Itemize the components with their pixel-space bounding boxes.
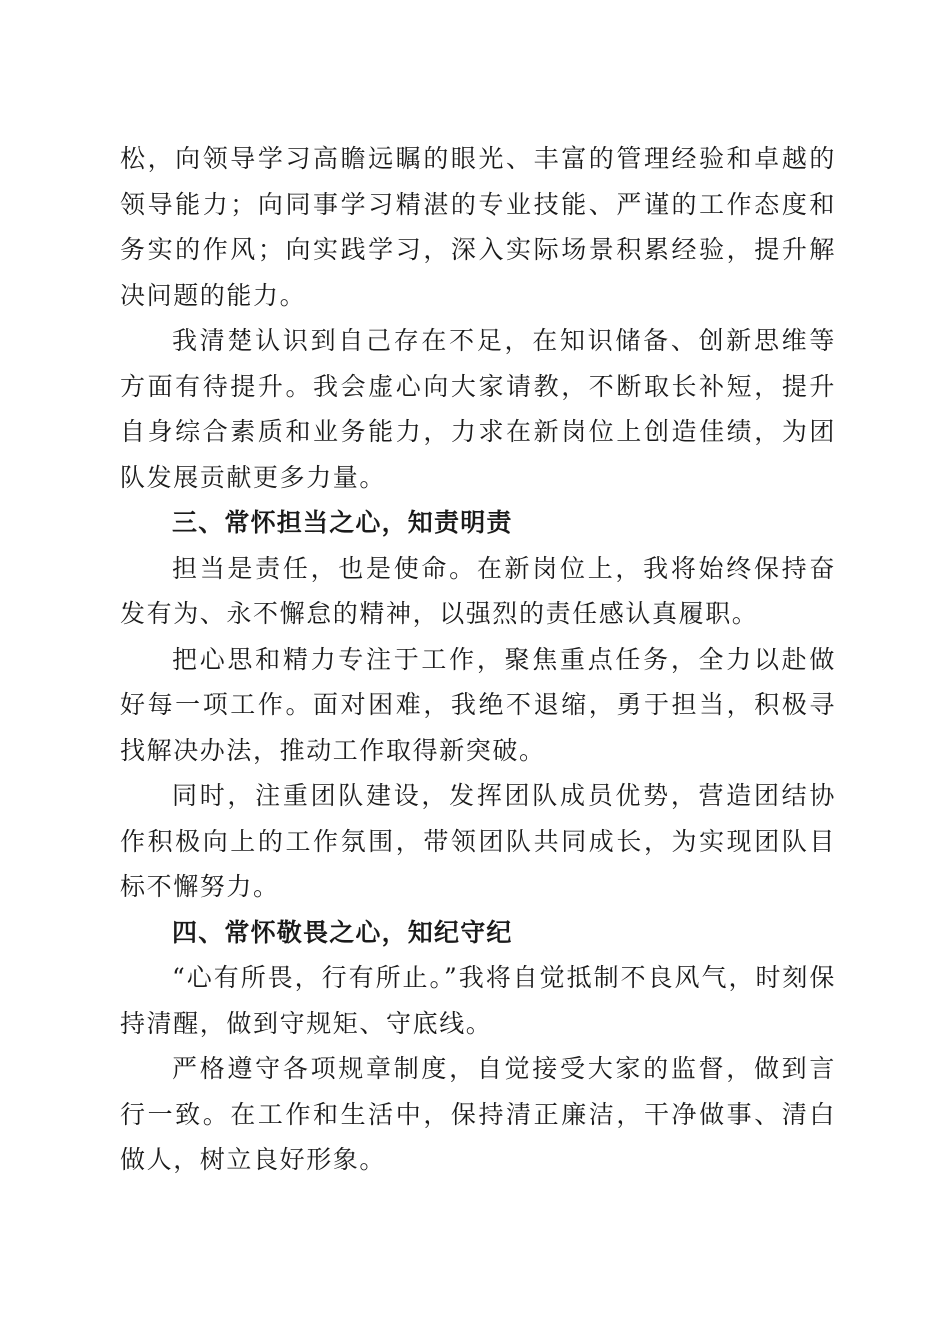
paragraph-self-improvement: 我清楚认识到自己存在不足，在知识储备、创新思维等方面有待提升。我会虚心向大家请教，不断取长补短，提升自身综合素质和业务能力，力求在新岗位上创造佳绩，为团队发展贡献更多力量。: [120, 326, 836, 492]
paragraph-continuation: 松，向领导学习高瞻远瞩的眼光、丰富的管理经验和卓越的领导能力；向同事学习精湛的专业技能、严谨的工作态度和务实的作风；向实践学习，深入实际场景积累经验，提升解决问题的能力。: [120, 144, 836, 310]
paragraph-team-building: 同时，注重团队建设，发挥团队成员优势，营造团结协作积极向上的工作氛围，带领团队共同成长，为实现团队目标不懈努力。: [120, 781, 836, 901]
section-heading-discipline: 四、常怀敬畏之心，知纪守纪: [172, 917, 513, 947]
paragraph-discipline-intro: “心有所畏，行有所止。”我将自觉抵制不良风气，时刻保持清醒，做到守规矩、守底线。: [120, 963, 836, 1038]
document-page: [120, 136, 836, 1183]
paragraph-responsibility-intro: 担当是责任，也是使命。在新岗位上，我将始终保持奋发有为、永不懈怠的精神，以强烈的责任感认真履职。: [120, 553, 836, 628]
section-heading-responsibility: 三、常怀担当之心，知责明责: [172, 508, 513, 537]
paragraph-rules-compliance: 严格遵守各项规章制度，自觉接受大家的监督，做到言行一致。在工作和生活中，保持清正廉洁，干净做事、清白做人，树立良好形象。: [120, 1054, 836, 1174]
paragraph-focus-work: 把心思和精力专注于工作，聚焦重点任务，全力以赴做好每一项工作。面对困难，我绝不退缩，勇于担当，积极寻找解决办法，推动工作取得新突破。: [120, 644, 836, 765]
